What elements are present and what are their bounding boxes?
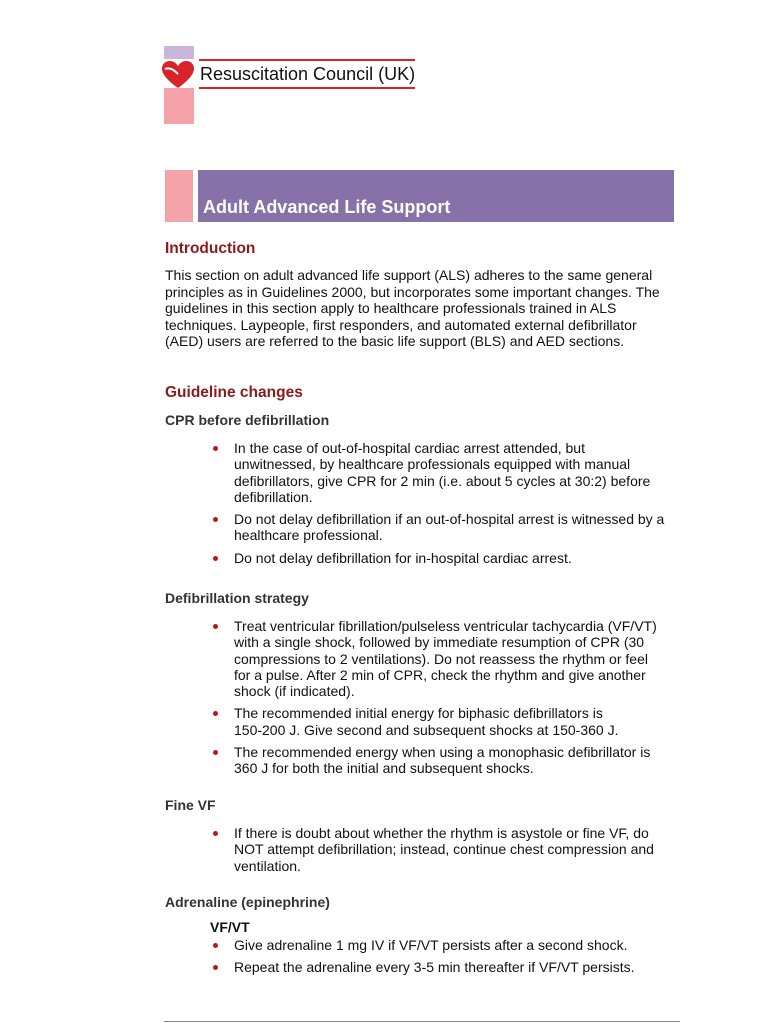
heart-icon [161,60,195,90]
adrenaline-subheading: VF/VT [210,919,250,935]
finevf-bullet-list [210,825,680,880]
intro-line: (AED) users are referred to the basic life support (BLS) and AED sections. [165,333,625,349]
intro-line: techniques. Laypeople, first responders, and automated external defibrillator [165,316,637,333]
strategy-heading: Defibrillation strategy [165,590,309,606]
list-item: The recommended initial energy for biphasic defibrillators is 150-200 J. Give second and subsequent shocks at 150-360 J. [210,705,680,738]
footer-rule [164,1021,680,1022]
list-item: The recommended energy when using a monophasic defibrillator is 360 J for both the initial and subsequent shocks. [210,744,680,777]
intro-line: guidelines in this section apply to healthcare professionals trained in ALS [165,300,617,316]
banner-accent [165,170,193,222]
strategy-bullet-list [210,618,680,783]
list-item: Treat ventricular fibrillation/pulseless ventricular tachycardia (VF/VT) with a single shock, followed by immediate resumption of CPR (30 compressions to 2 ventilations). Do not reassess the rhythm or feel for a pulse. After 2 min of CPR, check the rhythm and give another shock (if indicated). [210,618,680,699]
list-item: If there is doubt about whether the rhythm is asystole or fine VF, do NOT attempt defibrillation; instead, continue chest compression and ventilation. [210,825,680,874]
list-item: Give adrenaline 1 mg IV if VF/VT persists after a second shock. [210,937,680,953]
logo-rule-top [199,59,415,61]
page-title: Adult Advanced Life Support [203,197,451,217]
intro-heading: Introduction [165,240,256,257]
list-item: Do not delay defibrillation for in-hospital cardiac arrest. [210,550,680,566]
changes-heading: Guideline changes [165,384,303,401]
finevf-heading: Fine VF [165,797,216,813]
cpr-heading: CPR before defibrillation [165,412,330,428]
adrenaline-heading: Adrenaline (epinephrine) [165,894,330,910]
logo-rule-bottom [199,87,415,89]
list-item: In the case of out-of-hospital cardiac arrest attended, but unwitnessed, by healthcare professionals equipped with manual defibrillators, give CPR for 2 min (i.e. about 5 cycles at 30:2) before defibrillation. [210,440,680,505]
intro-line: This section on adult advanced life support (ALS) adheres to the same general [165,267,653,283]
adrenaline-bullet-list [210,937,680,982]
logo-block-top [164,46,194,59]
logo-block-bottom [164,88,194,124]
intro-paragraph [165,267,680,350]
cpr-bullet-list [210,440,680,572]
intro-line: principles as in Guidelines 2000, but incorporates some important changes. The [165,283,660,300]
list-item: Do not delay defibrillation if an out-of-hospital arrest is witnessed by a healthcare professional. [210,511,680,544]
list-item: Repeat the adrenaline every 3-5 min thereafter if VF/VT persists. [210,959,680,975]
org-name: Resuscitation Council (UK) [200,64,416,84]
